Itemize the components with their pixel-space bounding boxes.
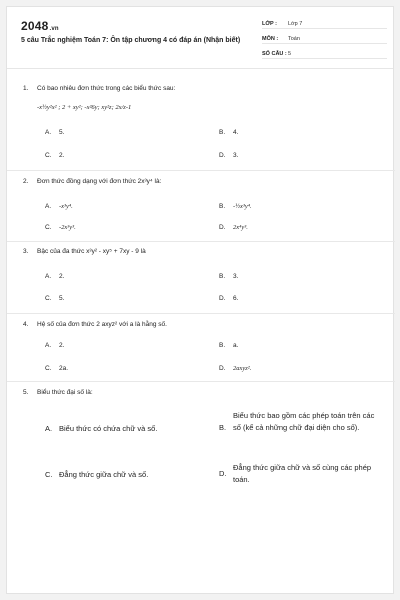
meta-class: [262, 19, 387, 29]
question-number: 4.: [23, 321, 29, 328]
q1-option-c[interactable]: C. 2.: [45, 152, 65, 159]
question-stem: Bậc của đa thức x³y² - xy⁵ + 7xy - 9 là: [37, 248, 146, 255]
question-divider: [7, 241, 395, 242]
q3-option-b[interactable]: B. 3.: [219, 273, 239, 280]
q3-option-a[interactable]: A. 2.: [45, 273, 65, 280]
q1-option-a[interactable]: A. 5.: [45, 129, 65, 136]
q3-option-d[interactable]: D. 6.: [219, 295, 239, 302]
question-divider: [7, 313, 395, 314]
meta-count-value: 5: [288, 50, 292, 57]
q1-option-b[interactable]: B. 4.: [219, 129, 239, 136]
q4-option-d[interactable]: D. 2axyz².: [219, 365, 252, 372]
q4-option-c[interactable]: C. 2a.: [45, 365, 69, 372]
q5-option-b[interactable]: B. Biểu thức bao gồm các phép toán trên các số (kể cả những chữ đại diện cho số).: [219, 411, 375, 432]
q3-option-c[interactable]: C. 5.: [45, 295, 65, 302]
q2-option-b[interactable]: B. -½x³y⁴.: [219, 203, 252, 210]
meta-class-value: Lớp 7: [288, 20, 303, 27]
q5-option-c[interactable]: C. Đẳng thức giữa chữ và số.: [45, 470, 149, 479]
q2-option-d[interactable]: D. 2x⁴y³.: [219, 224, 248, 231]
question-divider: [7, 170, 395, 171]
q4-option-b[interactable]: B. a.: [219, 342, 239, 349]
question-formula: -x½y²x² ; 2 + xy²; -x²6y; xy²z; 2x/z-1: [37, 104, 132, 111]
question-stem: Đơn thức đồng dạng với đơn thức 2x³y⁴ là:: [37, 178, 162, 185]
meta-subject-value: Toán: [288, 35, 300, 42]
q1-option-d[interactable]: D. 3.: [219, 152, 239, 159]
document-title: 5 câu Trắc nghiệm Toán 7: Ôn tập chương 4 có đáp án (Nhận biết): [21, 37, 241, 44]
q5-option-d[interactable]: D. Đẳng thức giữa chữ và số cùng các phép toán.: [219, 463, 372, 484]
q5-option-a[interactable]: A. Biểu thức có chứa chữ và số.: [45, 424, 158, 433]
question-number: 2.: [23, 178, 29, 185]
meta-subject-key: MÔN :: [262, 35, 279, 42]
q2-option-c[interactable]: C. -2x³y³.: [45, 224, 76, 231]
question-number: 5.: [23, 389, 29, 396]
question-divider: [7, 381, 395, 382]
meta-count-key: SỐ CÂU :: [262, 50, 287, 57]
site-logo[interactable]: 2048.vn: [21, 19, 59, 33]
question-number: 1.: [23, 85, 29, 92]
meta-subject: [262, 34, 387, 44]
worksheet-header: [7, 7, 393, 69]
question-stem: Hệ số của đơn thức 2 axyz² với a là hằng số.: [37, 321, 167, 328]
q4-option-a[interactable]: A. 2.: [45, 342, 65, 349]
q2-option-a[interactable]: A. -x³y⁴.: [45, 203, 73, 210]
question-stem: Có bao nhiêu đơn thức trong các biểu thức sau:: [37, 85, 176, 92]
worksheet-page: [6, 6, 394, 594]
question-number: 3.: [23, 248, 29, 255]
question-stem: Biểu thức đại số là:: [37, 389, 93, 396]
meta-class-key: LỚP :: [262, 20, 277, 27]
meta-question-count: [262, 49, 387, 59]
